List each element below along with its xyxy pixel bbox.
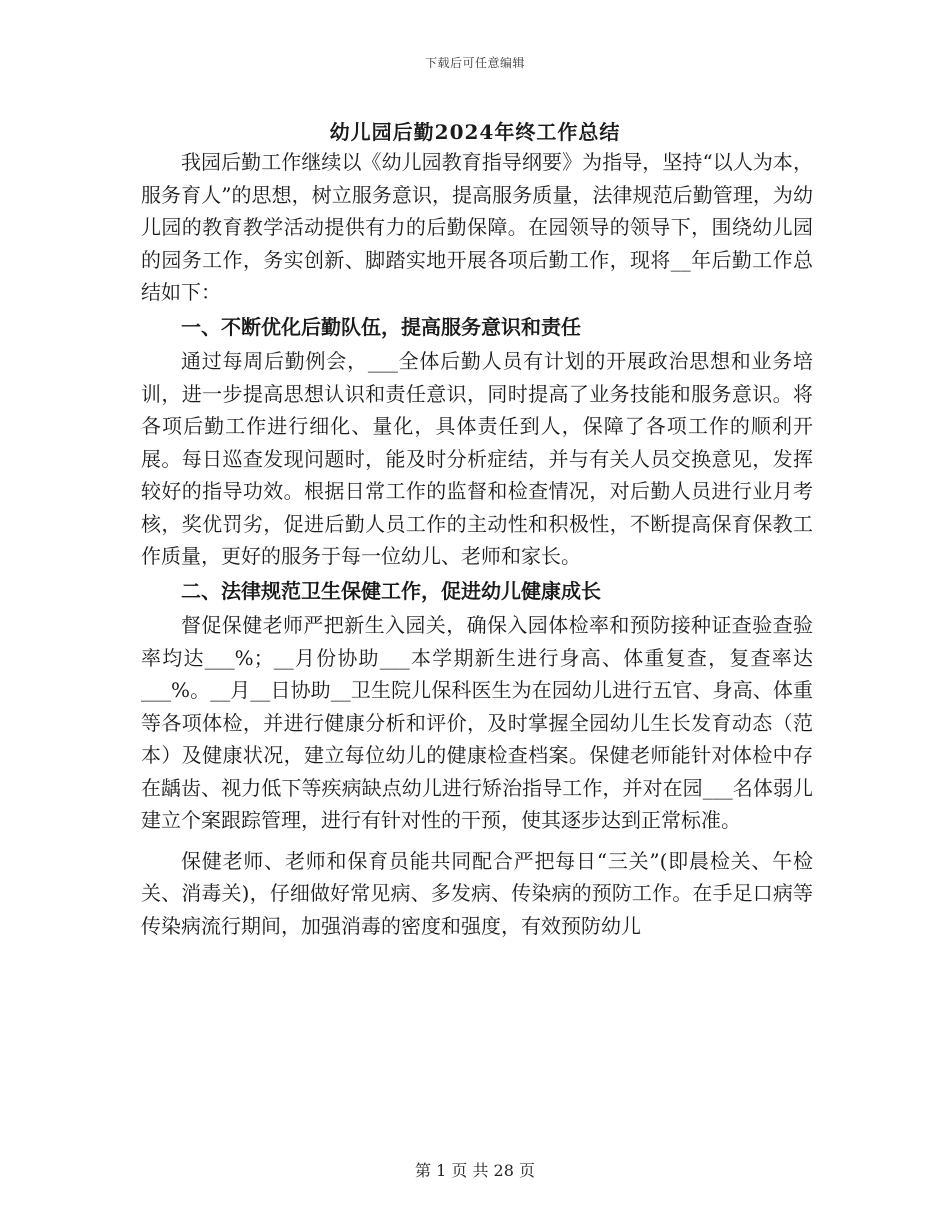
paragraph-health-checks: 督促保健老师严把新生入园关，确保入园体检率和预防接种证查验查验率均达___%；__月份协助___本学期新生进行身高、体重复查，复查率达___%。__月__日协助__卫生院儿保科医生为在园幼儿进行五官、身高、体重等各项体检，并进行健康分析和评价，及时掌握全园幼儿生长发育动态（范本）及健康状况，建立每位幼儿的健康检查档案。保健老师能针对体检中存在龋齿、视力低下等疾病缺点幼儿进行矫治指导工作，并对在园___名体弱儿建立个案跟踪管理，进行有针对性的干预，使其逐步达到正常标准。 bbox=[141, 613, 813, 832]
paragraph-daily-checks: 保健老师、老师和保育员能共同配合严把每日“三关”(即晨检关、午检关、消毒关)，仔细做好常见病、多发病、传染病的预防工作。在手足口病等传染病流行期间，加强消毒的密度和强度，有效预防幼儿 bbox=[141, 848, 813, 938]
paragraph-team: 通过每周后勤例会，___全体后勤人员有计划的开展政治思想和业务培训，进一步提高思想认识和责任意识，同时提高了业务技能和服务意识。将各项后勤工作进行细化、量化，具体责任到人，保障了各项工作的顺利开展。每日巡查发现问题时，能及时分析症结，并与有关人员交换意见，发挥较好的指导功效。根据日常工作的监督和检查情况，对后勤人员进行业月考核，奖优罚劣，促进后勤人员工作的主动性和积极性，不断提高保育保教工作质量，更好的服务于每一位幼儿、老师和家长。 bbox=[141, 349, 813, 568]
section-heading-1: 一、不断优化后勤队伍，提高服务意识和责任 bbox=[181, 314, 581, 339]
page-number-footer: 第 1 页 共 28 页 bbox=[415, 1161, 535, 1180]
document-title: 幼儿园后勤2024年终工作总结 bbox=[329, 120, 621, 144]
header-note: 下载后可任意编辑 bbox=[424, 56, 525, 70]
section-heading-2: 二、法律规范卫生保健工作，促进幼儿健康成长 bbox=[181, 578, 601, 603]
document-body bbox=[141, 146, 813, 942]
paragraph-intro: 我园后勤工作继续以《幼儿园教育指导纲要》为指导，坚持“以人为本，服务育人”的思想，树立服务意识，提高服务质量，法律规范后勤管理，为幼儿园的教育教学活动提供有力的后勤保障。在园领导的领导下，围绕幼儿园的园务工作，务实创新、脚踏实地开展各项后勤工作，现将__年后勤工作总结如下： bbox=[141, 150, 813, 304]
